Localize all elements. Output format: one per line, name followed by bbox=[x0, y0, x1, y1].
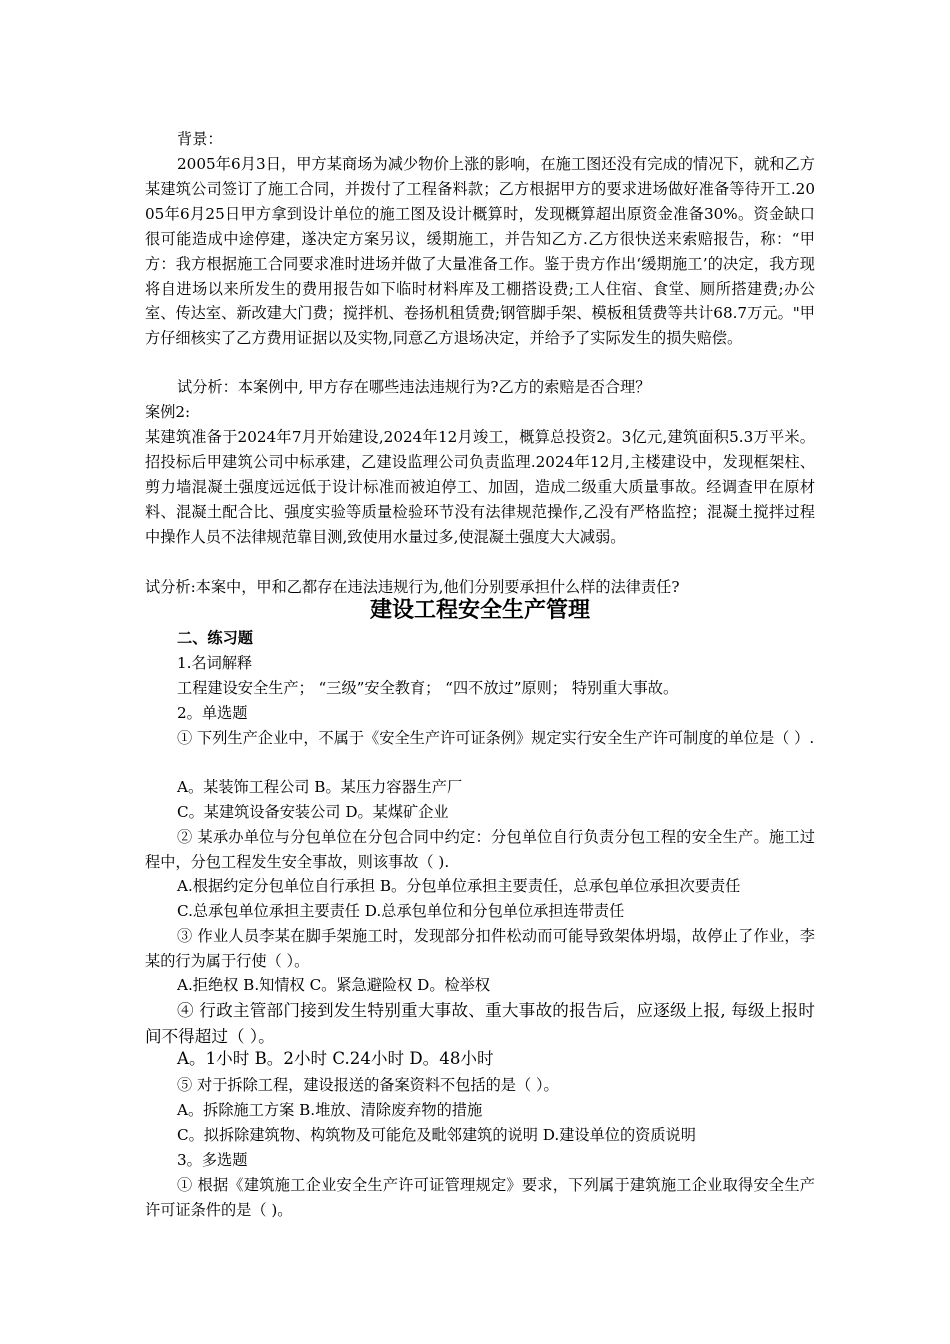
q2-2-stem: ② 某承办单位与分包单位在分包合同中约定：分包单位自行负责分包工程的安全生产。施工过程中，分包工程发生安全事故，则该事故（ ). bbox=[145, 828, 815, 871]
q2-1-stem: ① 下列生产企业中，不属于《安全生产许可证条例》规定实行安全生产许可制度的单位是（ ）. bbox=[177, 729, 815, 747]
q3-title: 3。多选题 bbox=[177, 1151, 248, 1169]
q1-title: 1.名词解释 bbox=[177, 654, 253, 672]
section-title: 建设工程安全生产管理 bbox=[369, 598, 590, 623]
q2-4-stem: ④ 行政主管部门接到发生特别重大事故、重大事故的报告后，应逐级上报, 每级上报时间不得超过（ ）。 bbox=[145, 1001, 815, 1046]
case1-body: 2005年6月3日，甲方某商场为减少物价上涨的影响，在施工图还没有完成的情况下，就和乙方某建筑公司签订了施工合同，并拨付了工程备料款；乙方根据甲方的要求进场做好准备等待开工.2005年6月25日甲方拿到设计单位的施工图及设计概算时，发现概算超出原资金准备30%。资金缺口很可能造成中途停建，遂决定方案另议，缓期施工，并告知乙方.乙方很快送来索赔报告，称：“甲方：我方根据施工合同要求准时进场并做了大量准备工作。鉴于贵方作出‘缓期施工’的决定，我方现将自进场以来所发生的费用报告如下临时材料库及工棚搭设费;工人住宿、食堂、厕所搭建费;办公室、传达室、新改建大门费；搅拌机、卷扬机租赁费;钢管脚手架、模板租赁费等共计68.7万元。"甲方仔细核实了乙方费用证据以及实物,同意乙方退场决定，并给予了实际发生的损失赔偿。 bbox=[145, 155, 815, 348]
q2-4-options: A。1小时 B。2小时 C.24小时 D。48小时 bbox=[177, 1049, 494, 1068]
q2-5-stem: ⑤ 对于拆除工程，建设报送的备案资料不包括的是（ ）。 bbox=[177, 1076, 559, 1094]
q2-3-options: A.拒绝权 B.知情权 C。紧急避险权 D。检举权 bbox=[177, 976, 491, 994]
case1-label: 背景： bbox=[177, 130, 223, 148]
q2-5-options-a: A。拆除施工方案 B.堆放、清除废弃物的措施 bbox=[177, 1101, 483, 1119]
exercise-heading: 二、练习题 bbox=[177, 629, 253, 647]
q2-3-stem: ③ 作业人员李某在脚手架施工时，发现部分扣件松动而可能导致架体坍塌，故停止了作业，李某的行为属于行使（ ）。 bbox=[145, 927, 815, 970]
q3-1-stem: ① 根据《建筑施工企业安全生产许可证管理规定》要求，下列属于建筑施工企业取得安全生产许可证条件的是（ )。 bbox=[145, 1176, 815, 1219]
q2-2-options-a: A.根据约定分包单位自行承担 B。分包单位承担主要责任，总承包单位承担次要责任 bbox=[177, 877, 741, 895]
q2-5-options-c: C。拟拆除建筑物、构筑物及可能危及毗邻建筑的说明 D.建设单位的资质说明 bbox=[177, 1126, 696, 1144]
case2-body: 某建筑准备于2024年7月开始建设,2024年12月竣工，概算总投资2。3亿元,建筑面积5.3万平米。招投标后甲建筑公司中标承建，乙建设监理公司负责监理.2024年12月,主楼建设中，发现框架柱、剪力墙混凝土强度远远低于设计标准而被迫停工、加固，造成二级重大质量事故。经调查甲在原材料、混凝土配合比、强度实验等质量检验环节没有法律规范操作,乙没有严格监控；混凝土搅拌过程中操作人员不法律规范靠目测,致使用水量过多,使混凝土强度大大减弱。 bbox=[145, 428, 815, 546]
q2-2-options-c: C.总承包单位承担主要责任 D.总承包单位和分包单位承担连带责任 bbox=[177, 902, 625, 920]
case2-question: 试分析:本案中，甲和乙都存在违法违规行为,他们分别要承担什么样的法律责任? bbox=[145, 578, 680, 596]
q1-terms: 工程建设安全生产； “三级”安全教育； “四不放过”原则； 特别重大事故。 bbox=[177, 679, 679, 697]
case2-label: 案例2: bbox=[145, 403, 191, 421]
case1-question: 试分析：本案例中, 甲方存在哪些违法违规行为?乙方的索赔是否合理？ bbox=[177, 378, 651, 396]
q2-1-options-c: C。某建筑设备安装公司 D。某煤矿企业 bbox=[177, 803, 449, 821]
q2-title: 2。单选题 bbox=[177, 704, 248, 722]
q2-1-options-a: A。某装饰工程公司 B。某压力容器生产厂 bbox=[177, 778, 463, 796]
